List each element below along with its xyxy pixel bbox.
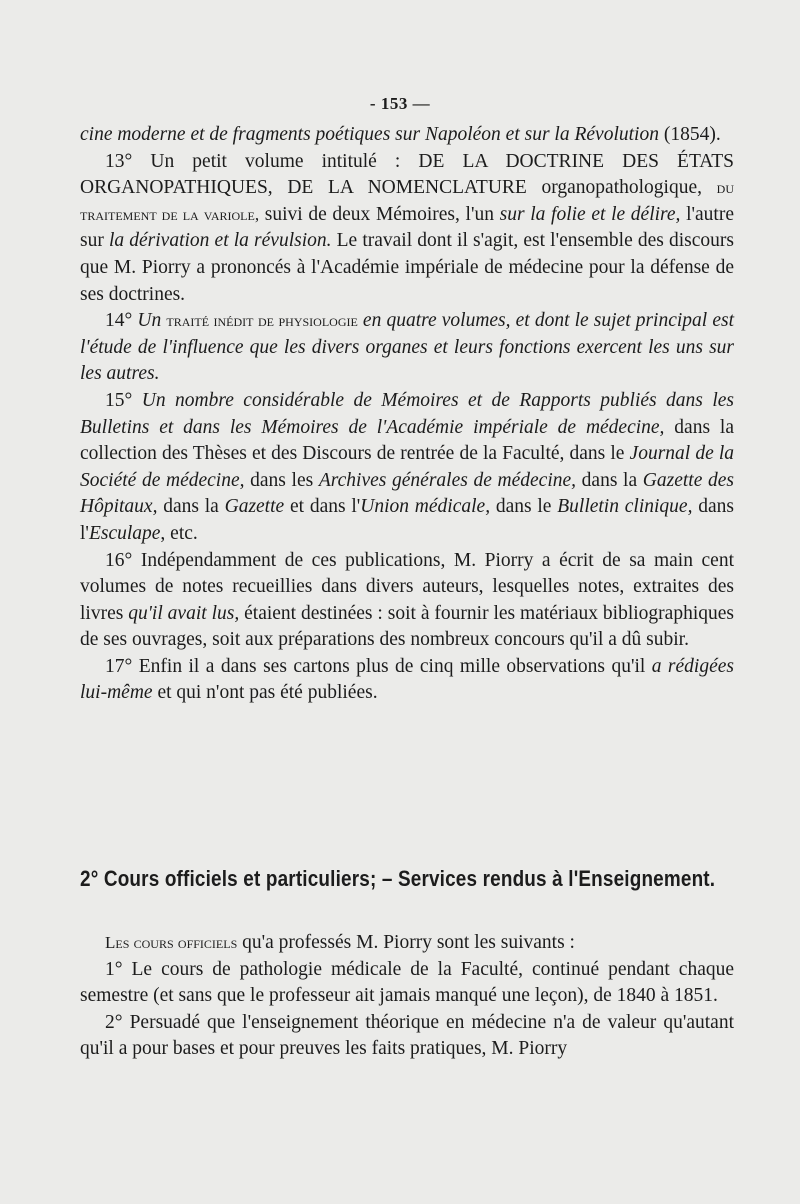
text-run: 16° Indépendamment de ces publications, M. Piorry a écrit de sa main cent volumes de notes recueillies dans divers auteurs, lesquelles notes, extraites des livres <box>80 549 734 624</box>
text-run: dans les <box>244 469 319 491</box>
text-run: (1854). <box>658 124 721 145</box>
text-run: dans la <box>157 496 225 518</box>
paragraph-p17 <box>80 654 734 707</box>
paragraph-p16 <box>80 548 734 654</box>
paragraph-q1 <box>80 957 734 1010</box>
text-run: Journal de la Société de médecine, <box>80 443 734 491</box>
text-run: étaient destinées : soit à fournir les matériaux bibliographiques de ses ouvrages, soit aux préparations des nombreux concours qu'il a dû subir. <box>80 602 734 651</box>
text-run: en quatre volumes, et dont le sujet principal est l'étude de l'influence que les divers organes et leurs fonctions exercent les uns sur les autres. <box>80 310 734 385</box>
text-run: 13° Un petit volume intitulé : DE LA DOCTRINE DES ÉTATS ORGANOPATHIQUES, DE LA NOMENCLATURE organopathologique, <box>80 150 734 199</box>
text-run: Le travail dont il s'agit, est l'ensemble des discours que M. Piorry a prononcés à l'Académie impériale de médecine pour la défense de ses doctrines. <box>80 230 734 305</box>
text-run: 2° Persuadé que l'enseignement théorique en médecine n'a de valeur qu'autant qu'il a pour bases et pour preuves les faits pratiques, M. Piorry <box>80 1011 734 1060</box>
text-run: cine moderne et de fragments poétiques sur Napoléon et sur la Révolution <box>80 124 659 145</box>
body-text-upper <box>80 122 734 707</box>
text-run: Gazette <box>224 496 285 518</box>
paragraph-p15 <box>80 388 734 548</box>
text-run: la dérivation et la révulsion. <box>108 230 332 252</box>
paragraph-q2 <box>80 1010 734 1063</box>
text-run: dans le <box>490 496 558 518</box>
paragraph-q0 <box>80 930 734 957</box>
text-run: sur la folie et le délire, <box>499 203 681 225</box>
text-run: dans la <box>576 469 643 491</box>
body-text-lower <box>80 930 734 1063</box>
text-run: 1° Le cours de pathologie médicale de la Faculté, continué pendant chaque semestre (et sans que le professeur ait jamais manqué une leçon), de 1840 à 1851. <box>80 958 734 1007</box>
paragraph-p13 <box>80 149 734 309</box>
text-run: qu'il avait lus, <box>128 602 240 624</box>
text-run: Esculape <box>88 522 161 544</box>
text-run: Les cours officiels <box>105 933 238 952</box>
text-run: , etc. <box>160 522 198 544</box>
text-run: traité inédit de physiologie <box>166 311 358 331</box>
text-run: qu'a professés M. Piorry sont les suivants : <box>237 932 575 953</box>
section-heading: 2° Cours officiels et particuliers; – Services rendus à l'Enseignement. <box>80 866 716 891</box>
text-run: et qui n'ont pas été publiées. <box>152 682 378 704</box>
text-run: 17° Enfin il a dans ses cartons plus de cinq mille observations qu'il <box>105 655 652 677</box>
text-run: Union médicale, <box>360 496 491 518</box>
text-run: 15° <box>105 389 142 411</box>
text-run: du traitement de la variole, <box>80 178 734 224</box>
text-run: et dans l' <box>284 496 361 518</box>
text-run: Un <box>137 310 167 332</box>
text-run: suivi de deux Mémoires, l'un <box>259 203 500 225</box>
text-run: l'autre sur <box>80 203 734 252</box>
text-run: Archives générales de médecine, <box>318 469 577 491</box>
text-run: Un nombre considérable de Mémoires et de Rapports publiés dans les Bulletins et dans les Mémoires de l'Académie impériale de médecine, <box>80 389 734 438</box>
paragraph-p14 <box>80 308 734 388</box>
text-run: a rédigées lui-même <box>80 655 734 704</box>
text-run: 14° <box>105 310 138 332</box>
text-run: dans la collection des Thèses et des Discours de rentrée de la Faculté, dans le <box>80 416 734 465</box>
page-number: - 153 — <box>369 94 431 113</box>
paragraph-p0 <box>80 122 734 149</box>
text-run: Gazette des Hôpitaux, <box>80 469 734 518</box>
text-run: dans l' <box>80 496 734 544</box>
text-run: Bulletin clinique, <box>557 496 693 518</box>
